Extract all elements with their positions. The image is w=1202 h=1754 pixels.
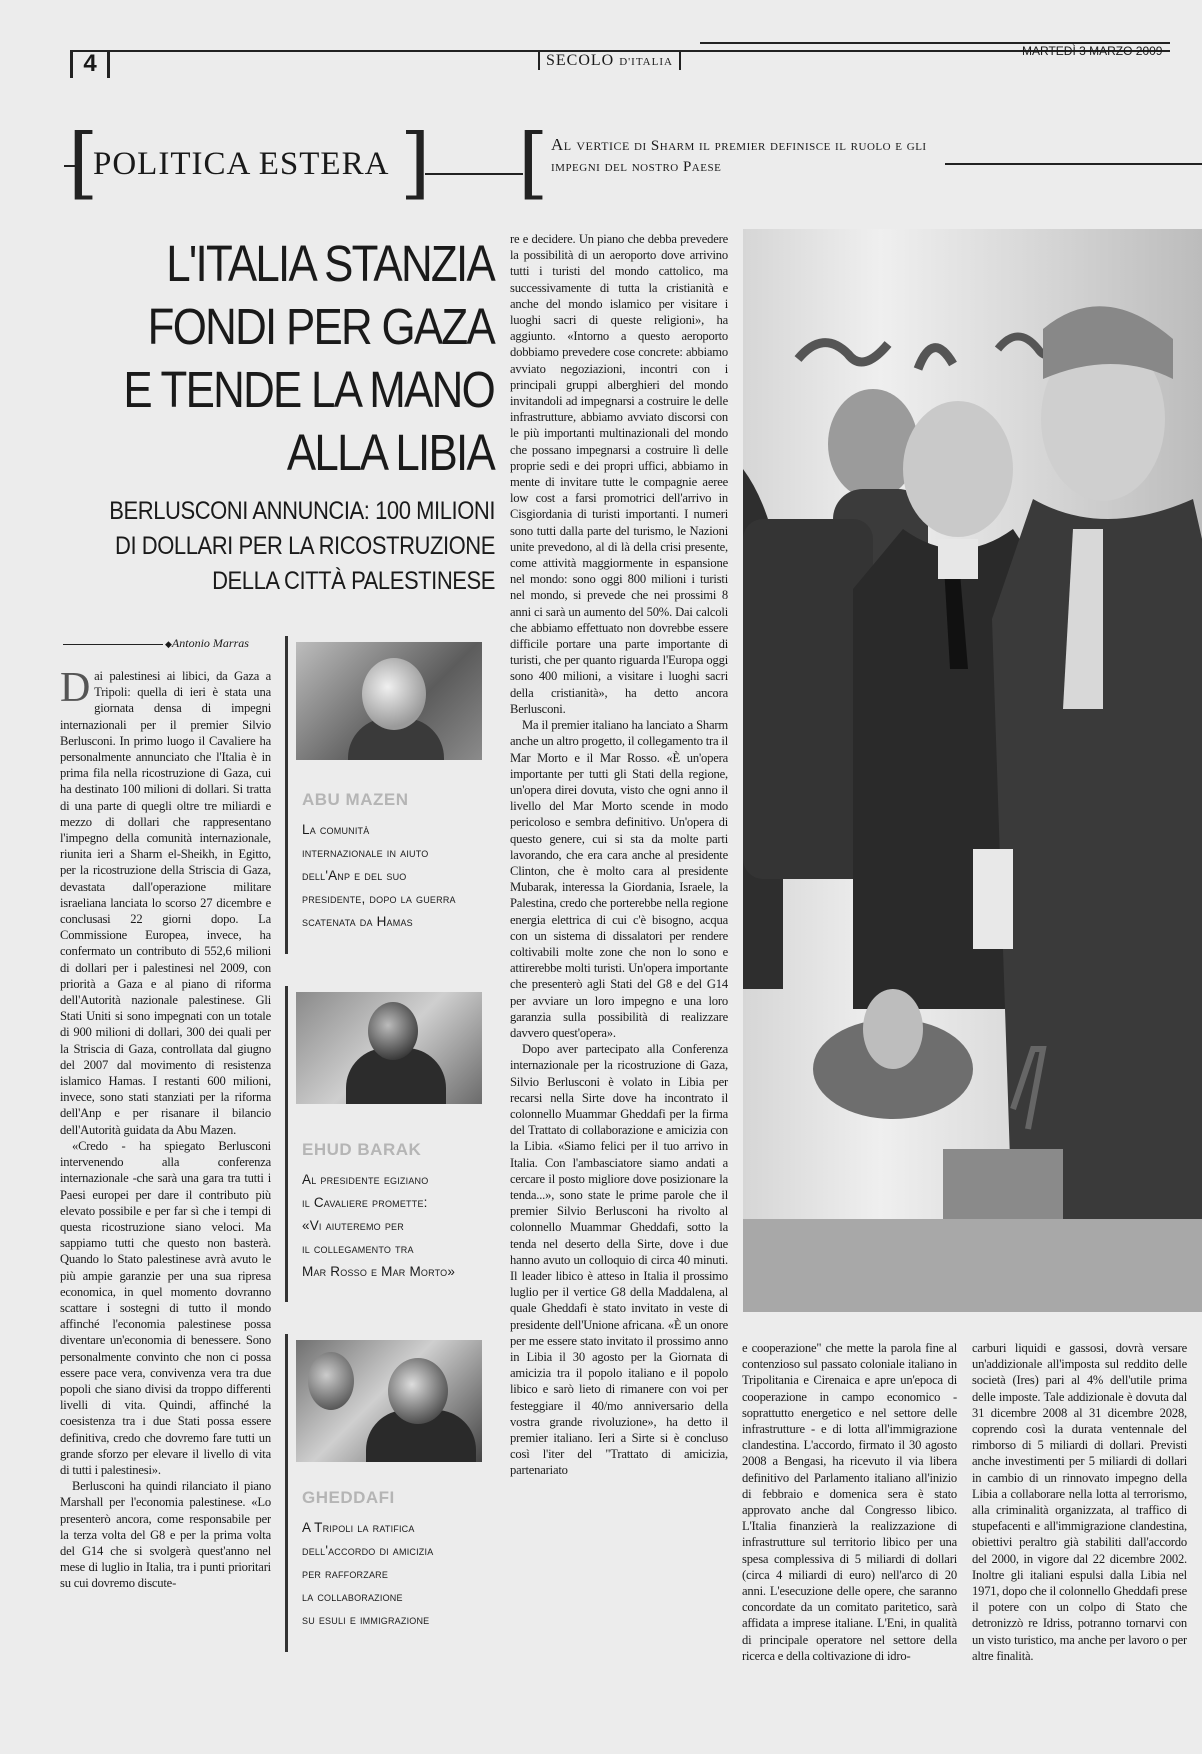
article-column-4 bbox=[972, 1340, 1187, 1747]
article-paragraph: Berlusconi ha quindi rilanciato il piano Marshall per l'economia palestinese. «Lo presenterò ancora, come responsabile per la terza volta del G8 e per la prima volta del G14 che si svolgerà quest'anno nel mese di luglio in Italia, tra i punti prioritari su cui dovremo discute- bbox=[60, 1479, 271, 1591]
headline-line: E TENDE LA MANO bbox=[123, 361, 494, 418]
headline bbox=[121, 232, 494, 484]
article-paragraph: «Credo - ha spiegato Berlusconi intervenendo alla conferenza internazionale -che sarà una gara tra tutti i Paesi europei per dare il contributo più elevato possibile e per far sì che i tempi di questa ricostruzione siano veloci. Ma sappiamo tutti che questo non basterà. Quando lo Stato palestinese avrà avuto le più ampie garanzie per una sua ripresa economica, in quel momento dovranno scattare i sostegni di tutto il mondo affinché l'economia palestinese possa diventare un'economia di benessere. Sono personalmente convinto che non ci possa essere pace vera, convivenza vera tra due popoli che siano divisi da troppo differenti livelli di vita. Quindi, affinché la coesistenza tra i due Stati possa essere definitiva, credo che dovremo fare tutti un grande sforzo per elevare il livello di vita di tutti i palestinesi». bbox=[60, 1138, 271, 1477]
section-rule-mid bbox=[425, 173, 523, 175]
summit-photo bbox=[743, 229, 1202, 1312]
sidebar-gheddafi bbox=[285, 1334, 488, 1652]
section-bracket-left: [ bbox=[68, 118, 99, 208]
article-column-3 bbox=[742, 1340, 957, 1747]
section-rule-left bbox=[64, 165, 76, 167]
abu-mazen-photo bbox=[296, 642, 482, 760]
subheadline-line: DELLA CITTÀ PALESTINESE bbox=[212, 567, 495, 595]
kicker-text: di Sharm il premier definisce il ruolo e gli impegni del nostro Paese bbox=[551, 138, 927, 175]
caption-line: su esuli e immigrazione bbox=[302, 1612, 430, 1627]
kicker-lead: Al vertice bbox=[551, 135, 630, 154]
sidebar-abu-mazen bbox=[285, 636, 488, 954]
sidebar-caption bbox=[302, 818, 492, 933]
article-paragraph: Dopo aver partecipato alla Conferenza internazionale per la ricostruzione di Gaza, Silvio Berlusconi è volato in Libia per recarsi nella Sirte dove ha incontrato il colonnello Muammar Gheddafi per la firma del Trattato di collaborazione e amicizia con la Libia. «Siamo felici per il tuo arrivo in Italia. Con l'ambasciatore siamo andati a cercare il posto migliore dove posizionare la tenda...», sono state le prime parole che il premier Silvio Berlusconi ha rivolto al colonnello Muammar Gheddafi, sotto la tenda nel deserto della Sirte, dove i due hanno avuto un colloquio di circa 40 minuti. Il leader libico è atteso in Italia il prossimo luglio per il vertice G8 della Maddalena, al quale Gheddafi è stato invitato in veste di presidente dell'Unione africana. «È un onore per me essere stato invitato il prossimo anno in Libia il 30 agosto per la Giornata di amicizia tra il popolo italiano e il popolo libico e sarò lieto di rimanere con voi per festeggiare il 40/mo anniversario della vostra grande rivoluzione», ha detto il premier italiano. Ieri a Sirte si è concluso così l'iter del "Trattato di amicizia, partenariato bbox=[510, 1042, 728, 1478]
article-column-2 bbox=[510, 231, 728, 1747]
caption-line: il Cavaliere promette: bbox=[302, 1195, 428, 1210]
summit-photo-illustration bbox=[743, 229, 1202, 1312]
article-paragraph: ai palestinesi ai libici, da Gaza a Tripoli: quella di ieri è stata una giornata densa di impegni internazionali per il premier Silvio Berlusconi. In primo luogo il Cavaliere ha personalmente annunciato che l'Italia è in prima fila nella ricostruzione di Gaza, cui ha destinato 100 milioni di dollari. Si tratta di una parte di quegli oltre tre miliardi e mezzo di dollari che rappresentano l'impegno della comunità internazionale, riunita ieri a Sharm el-Sheikh, in Egitto, per la ricostruzione della Striscia di Gaza, devastata dall'operazione militare israeliana lanciata lo scorso 27 dicembre e conclusasi 22 giorni dopo. La Commissione Europea, invece, ha confermato un contributo di 552,6 milioni di dollari per i palestinesi nel 2009, con priorità a Gaza e al piano di riforma dell'Autorità nazionale palestinese. Gli Stati Uniti si sono impegnati con un totale di 900 milioni di dollari, 300 dei quali per la Striscia di Gaza, controllata dal giugno del 2007 dal movimento di resistenza islamico Hamas. I restanti 600 milioni, invece, sono stati stanziati per la riforma dell'Anp e per risanare il bilancio dell'Autorità guidata da Abu Mazen. bbox=[60, 669, 271, 1137]
headline-line: FONDI PER GAZA bbox=[147, 298, 494, 355]
sidebar-caption bbox=[302, 1516, 492, 1631]
gheddafi-photo bbox=[296, 1340, 482, 1462]
byline: ◆ Antonio Marras bbox=[165, 636, 249, 651]
headline-line: ALLA LIBIA bbox=[286, 424, 494, 481]
article-paragraph: e cooperazione" che mette la parola fine al contenzioso sul passato coloniale italiano in Tripolitania e Cirenaica e apre un'epoca di cooperazione in campo economico - soprattutto energetico e nel settore delle infrastrutture - e di lotta all'immigrazione clandestina. L'accordo, firmato il 30 agosto 2008 a Bengasi, ha ricevuto il via libera definitivo del Parlamento italiano all'inizio di febbraio e domenica sera è stato approvato anche dal Congresso libico. L'Italia finanzierà la realizzazione di infrastrutture sul territorio libico per una spesa complessiva di 5 miliardi di dollari (circa 4 miliardi di euro) nell'arco di 20 anni. L'esecuzione delle opere, che saranno concordate da un comitato paritetico, sarà affidata a imprese italiane. L'Eni, in qualità di principale operatore nel settore della ricerca e della coltivazione di idro- bbox=[742, 1341, 957, 1663]
page-number: 4 bbox=[70, 50, 110, 78]
caption-line: Mar Rosso e Mar Morto» bbox=[302, 1264, 456, 1279]
article-paragraph: re e decidere. Un piano che debba prevedere la possibilità di un aeroporto dove arrivino tutti i turisti del mondo cattolico, ma successivamente di tutta la cristianità e anche del mondo islamico per visitare i luoghi sacri di queste religioni», ha aggiunto. «Intorno a questo aeroporto dobbiamo prevedere cose concrete: abbiamo avviato negoziazioni, incontri con i principali gruppi alberghieri del mondo invitandoli ad impegnarsi a costruire le delle infrastrutture, abbiamo avviato discorsi con le più importanti multinazionali del mondo che possano impegnarsi a costruire lì delle proprie sedi e dei propri uffici, abbiamo in mente di invitare tutte le compagnie aeree low cost a farsi promotrici dell'arrivo in Cisgiordania di turisti importanti. I numeri sono tutti dalla parte del turismo, le Nazioni unite prevedono, al di là della crisi presente, come attività maggiormente in espansione nel mondo: sono oggi 800 milioni i turisti nel mondo, si prevede che nei prossimi 8 anni ci sarà un aumento del 50%. Dai calcoli che abbiamo effettuato non dovrebbe essere difficile portare una parte importante di turisti, che per quanto riguarda l'Europa oggi sono 400 milioni, a visitare i luoghi sacri della cristianità», ha detto ancora Berlusconi. bbox=[510, 232, 728, 716]
section-kicker bbox=[551, 134, 931, 178]
sidebar-name: EHUD BARAK bbox=[302, 1140, 422, 1159]
ehud-barak-photo bbox=[296, 992, 482, 1104]
subheadline-line: DI DOLLARI PER LA RICOSTRUZIONE bbox=[114, 532, 495, 560]
caption-line: «Vi aiuteremo per bbox=[302, 1218, 404, 1233]
caption-line: dell'Anp e del suo bbox=[302, 868, 407, 883]
caption-line: Al presidente egiziano bbox=[302, 1172, 429, 1187]
article-paragraph: carburi liquidi e gassosi, dovrà versare un'addizionale all'imposta sul reddito delle società (Ires) pari al 4% dell'utile prima delle imposte. Tale addizionale è dovuta dal 31 dicembre 2008 al 31 dicembre 2028, coprendo così la durata ventennale del rimborso di 5 miliardi di dollari. Previsti anche investimenti per 5 miliardi di dollari in cambio di un rinnovato impegno della Libia a collaborare nella lotta al terrorismo, alla criminalità organizzata, al traffico di stupefacenti e all'immigrazione clandestina, obiettivi peraltro già stabiliti dall'accordo del 2000, in vigore dal 22 dicembre 2002. Inoltre gli italiani espulsi dalla Libia nel 1971, dopo che il colonnello Gheddafi prese il potere con un colpo di Stato che detronizzò re Idriss, potranno tornarvi con un visto turistico, ma anche per lavoro o per altre finalità. bbox=[972, 1341, 1187, 1663]
dropcap: D bbox=[60, 668, 91, 711]
section-bracket-right: ] bbox=[400, 118, 431, 208]
caption-line: dell'accordo di amicizia bbox=[302, 1543, 434, 1558]
caption-line: per rafforzare bbox=[302, 1566, 389, 1581]
caption-line: internazionale in aiuto bbox=[302, 845, 429, 860]
section-rule-right bbox=[945, 163, 1202, 165]
caption-line: il collegamento tra bbox=[302, 1241, 414, 1256]
kicker-bracket: [ bbox=[518, 118, 549, 208]
caption-line: A Tripoli la ratifica bbox=[302, 1520, 415, 1535]
sidebar-name: GHEDDAFI bbox=[302, 1488, 395, 1507]
article-paragraph: Ma il premier italiano ha lanciato a Sharm anche un altro progetto, il collegamento tra il Mar Morto e il Mar Rosso. «È un'opera importante per tutti gli Stati della regione, un'opera direi dovuta, visto che ogni anno il livello del Mar Morto scende in modo pericoloso e sembra definitivo. Un'opera di questo genere, cui si sta da molte parti lavorando, che era cara anche al presidente Clinton, che è molto cara al presidente Mubarak, interessa la Giordania, Israele, la Palestina, credo che porterebbe nella regione energia elettrica di cui c'è bisogno, acqua con un sistema di dissalatori per rendere coltivabili molte zone che non lo sono e attirerebbe molti turisti. Un'opera importante che presenterò agli Stati del G8 e del G14 per avviare un loro impegno e una loro garanzia sulla possibilità di realizzare davvero quest'opera». bbox=[510, 718, 728, 1040]
issue-date: MARTEDÌ 3 MARZO 2009 bbox=[1022, 44, 1163, 58]
article-column-1 bbox=[60, 668, 271, 1748]
byline-rule bbox=[63, 644, 163, 645]
caption-line: scatenata da Hamas bbox=[302, 914, 413, 929]
paper-name-main: SECOLO bbox=[546, 52, 615, 69]
sidebar-ehud-barak bbox=[285, 986, 488, 1302]
caption-line: La comunità bbox=[302, 822, 370, 837]
caption-line: presidente, dopo la guerra bbox=[302, 891, 456, 906]
subheadline bbox=[108, 494, 495, 599]
paper-name-suffix: D'ITALIA bbox=[619, 56, 673, 68]
sidebar-caption bbox=[302, 1168, 492, 1283]
caption-line: la collaborazione bbox=[302, 1589, 403, 1604]
headline-line: L'ITALIA STANZIA bbox=[166, 235, 494, 292]
paper-name bbox=[538, 52, 681, 70]
sidebar-name: ABU MAZEN bbox=[302, 790, 409, 809]
section-title: POLITICA ESTERA bbox=[93, 146, 390, 182]
subheadline-line: BERLUSCONI ANNUNCIA: 100 MILIONI bbox=[109, 497, 495, 525]
